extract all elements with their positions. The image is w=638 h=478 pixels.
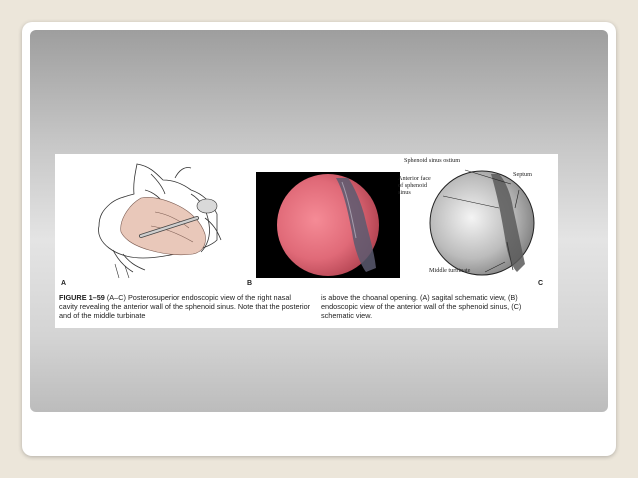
panel-label-c: C — [538, 280, 544, 287]
caption-column-2 — [321, 293, 555, 320]
annotation-anterior-face-2: of sphenoid — [398, 182, 428, 189]
caption-text-1: (A–C) Posterosuperior endoscopic view of the right nasal cavity revealing the anterior wall of the sphenoid sinus. Note that the posterior and of the middle turbinate — [59, 293, 311, 320]
panel-b-endoscopic-view — [256, 172, 400, 278]
annotation-anterior-face-3: sinus — [398, 189, 411, 196]
annotation-anterior-face-1: Anterior face — [398, 175, 431, 182]
caption-column-1 — [59, 293, 311, 320]
caption-text-2: is above the choanal opening. (A) sagital schematic view, (B) endoscopic view of the anterior wall of the sphenoid sinus, (C) schematic view. — [321, 293, 522, 320]
figure-1-59 — [55, 154, 558, 328]
annotation-ostium: Sphenoid sinus ostium — [404, 157, 461, 164]
figure-number: FIGURE 1–59 — [59, 293, 105, 302]
annotation-middle-turbinate: Middle turbinate — [429, 267, 471, 274]
panel-label-b: B — [247, 280, 253, 287]
panel-label-a: A — [61, 280, 67, 287]
nasal-cavity-region — [121, 197, 206, 254]
annotation-septum: Septum — [513, 171, 532, 178]
panel-a-sagittal-schematic — [55, 154, 245, 279]
panel-c-schematic-view — [425, 168, 535, 280]
